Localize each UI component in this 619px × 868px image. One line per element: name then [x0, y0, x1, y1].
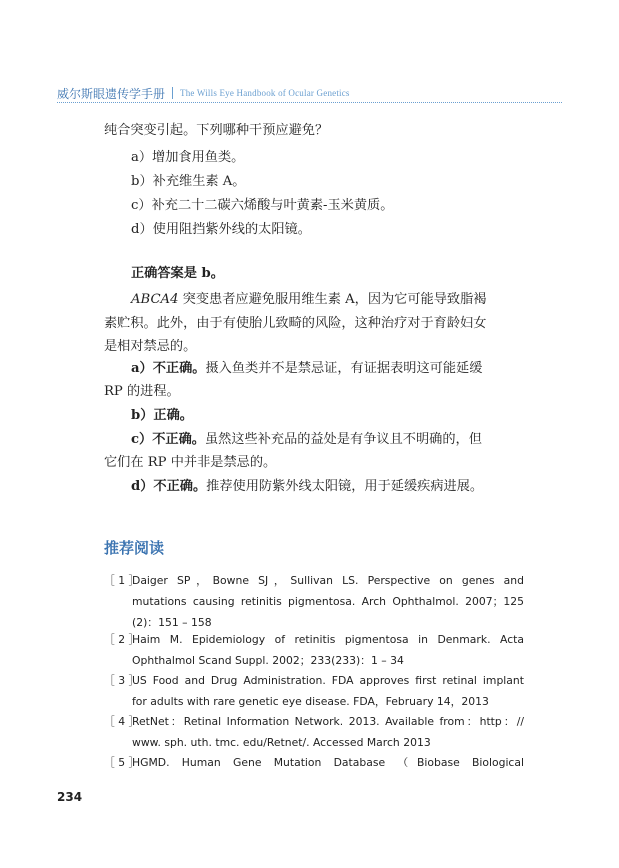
- option-d: d）使用阻挡紫外线的太阳镜。: [131, 222, 311, 237]
- reference-5: [104, 752, 524, 773]
- reference-number: ［ 4 ］: [104, 715, 140, 728]
- page-number: 234: [57, 790, 83, 804]
- header-title-cn: 威尔斯眼遗传学手册: [57, 86, 166, 101]
- reference-line: mutations causing retinitis pigmentosa. Arch Ophthalmol. 2007；125: [132, 595, 524, 608]
- reference-line: Daiger SP，Bowne SJ，Sullivan LS. Perspective on genes and: [132, 574, 524, 587]
- reference-line: HGMD. Human Gene Mutation Database （Biobase Biological: [132, 756, 524, 769]
- reference-line: RetNet：Retinal Information Network. 2013. Available from：http：//: [132, 715, 524, 728]
- header-title-en: The Wills Eye Handbook of Ocular Genetics: [180, 88, 350, 98]
- answer-c-line-1: [104, 430, 546, 450]
- answer-a-label: a）不正确。: [131, 361, 206, 376]
- reference-line: (2)：151 – 158: [132, 616, 212, 629]
- answer-d-line: [104, 477, 546, 497]
- option-b: b）补充维生素 A。: [131, 174, 246, 189]
- reference-2: [104, 629, 524, 671]
- section-title-reading: 推荐阅读: [104, 539, 165, 557]
- header-rule: [57, 102, 562, 103]
- reference-line: www. sph. uth. tmc. edu/Retnet/. Accessed March 2013: [132, 736, 431, 749]
- reference-number: ［ 3 ］: [104, 674, 140, 687]
- answer-c-label: c）不正确。: [131, 432, 205, 447]
- question-stem: 纯合突变引起。下列哪种干预应避免？: [104, 123, 329, 138]
- reference-number: ［ 1 ］: [104, 574, 140, 587]
- explanation-line-1-text: 突变患者应避免服用维生素 A，因为它可能导致脂褐: [178, 292, 487, 307]
- answer-b-line: [104, 406, 546, 426]
- answer-c-line-2: 它们在 RP 中并非是禁忌的。: [104, 455, 277, 470]
- header-separator: [172, 87, 173, 99]
- reference-4: [104, 711, 524, 753]
- answer-c-text-1: 虽然这些补充品的益处是有争议且不明确的，但: [204, 432, 482, 447]
- answer-b-label: b）正确。: [131, 408, 193, 423]
- reference-line: for adults with rare genetic eye disease. FDA，February 14，2013: [132, 695, 489, 708]
- reference-line: Ophthalmol Scand Suppl. 2002；233(233)：1 – 34: [132, 654, 404, 667]
- answer-a-text-1: 摄入鱼类并不是禁忌证，有证据表明这可能延缓: [205, 361, 483, 376]
- explanation-line-1: [104, 290, 546, 310]
- explanation-line-3: 是相对禁忌的。: [104, 339, 197, 354]
- answer-heading: 正确答案是 b。: [131, 266, 224, 281]
- answer-a-line-1: [104, 359, 546, 379]
- explanation-line-2: 素贮积。此外，由于有使胎儿致畸的风险，这种治疗对于育龄妇女: [104, 316, 487, 331]
- reference-number: ［ 5 ］: [104, 756, 140, 769]
- option-a: a）增加食用鱼类。: [131, 150, 245, 165]
- running-header: [57, 84, 562, 102]
- reference-line: Haim M. Epidemiology of retinitis pigmentosa in Denmark. Acta: [132, 633, 524, 646]
- option-c: c）补充二十二碳六烯酸与叶黄素-玉米黄质。: [131, 198, 394, 213]
- answer-d-label: d）不正确。: [131, 479, 207, 494]
- reference-number: ［ 2 ］: [104, 633, 140, 646]
- answer-d-text-1: 推荐使用防紫外线太阳镜，用于延缓疾病进展。: [206, 479, 484, 494]
- reference-1: [104, 570, 524, 633]
- reference-line: US Food and Drug Administration. FDA approves first retinal implant: [132, 674, 524, 687]
- gene-name: ABCA4: [131, 292, 179, 307]
- answer-a-line-2: RP 的进程。: [104, 384, 180, 399]
- reference-3: [104, 670, 524, 712]
